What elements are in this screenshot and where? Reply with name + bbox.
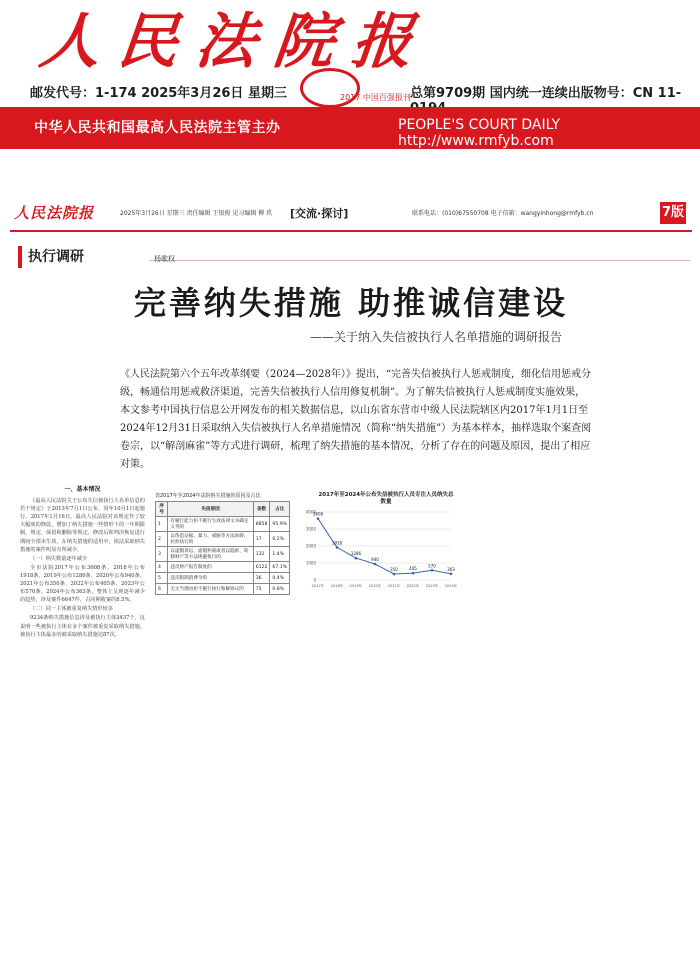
table-header-row xyxy=(156,502,290,517)
table-row xyxy=(156,517,290,532)
chart-x-tick-label: 2018年 xyxy=(330,584,344,588)
table-cell: 5 xyxy=(156,573,168,584)
table-cell: 6 xyxy=(156,584,168,595)
table-cell: 无正当理由拒不履行执行和解协议的 xyxy=(168,584,253,595)
issue-number: 总第9709期 国内统一连续出版物号：CN 11- xyxy=(410,86,682,101)
table-cell: 以虚假诉讼、虚假仲裁或者以隐匿、转移财产等方法规避执行的 xyxy=(168,547,253,562)
english-name: PEOPLE'S COURT DAILY http://www.rmfyb.com xyxy=(398,117,561,149)
table-header-cell: 条数 xyxy=(253,502,270,517)
table-cell: 17 xyxy=(253,532,270,547)
paragraph: （二）同一主体被重复纳失情形较多 xyxy=(30,606,114,613)
table-cell: 2 xyxy=(156,532,168,547)
chart-data-label: 350 xyxy=(390,567,398,573)
table-cell: 8858 xyxy=(253,517,270,532)
table-row xyxy=(156,562,290,573)
masthead-title: 人民法院报 xyxy=(36,7,434,77)
paragraph: 全市法院2017年公布3608条、2018年公布1918条、2019年公布1286条、2020年公布940条、2021年公布350条、2022年公布405条、2023年公布570条、2024年公布363条，整体上呈现逐年减少的趋势，涉及案件6647件，占同期收案的8.5%。 xyxy=(20,564,145,604)
chart-point xyxy=(374,563,377,566)
table-cell: 4 xyxy=(156,562,168,573)
chart-x-tick-label: 2024年 xyxy=(444,584,458,588)
author-name: 杨歌权 xyxy=(154,255,175,263)
chart-data-label: 3608 xyxy=(312,511,324,517)
table-row xyxy=(156,584,290,595)
table-cell: 75 xyxy=(253,584,270,595)
chart-x-tick-label: 2020年 xyxy=(368,584,382,588)
masthead xyxy=(0,0,700,105)
table-header-cell: 失信原因 xyxy=(168,502,253,517)
paragraph: 9234条纳失措施信息涉及被执行主体3437个，这说明一些被执行主体在多个案件被重复采取纳失措施，被执行主体最多的被采取纳失措施达87次。 xyxy=(20,615,145,638)
table-cell: 1 xyxy=(156,517,168,532)
chart-y-tick-label: 2000 xyxy=(305,543,316,549)
section-tag: 执行调研 xyxy=(18,246,90,268)
chart-title: 2017年至2024年公布失信被执行人员专注人员纳失总数量 xyxy=(318,492,454,505)
table-cell: 有履行能力拒不履行生效法律文书确定义务的 xyxy=(168,517,253,532)
section-rule xyxy=(150,260,690,261)
line-chart xyxy=(296,492,456,592)
table-row xyxy=(156,547,290,562)
paragraph: 《最高人民法院关于公布失信被执行人名单信息的若干规定》于2013年7月1日公布，同年10月1日起施行。2017年1月16日，最高人民法院对该规定作了较大幅度的修改，增加了纳失措施一些情形下的一年期限制，规定，保留和删除等规定，修改后和判决恢复进行期间全部未生效。在纳失措施的适用中，依法采取纳失措施的案件明显有所减少。 xyxy=(20,498,145,553)
column-name: [交流·探讨] xyxy=(290,207,349,220)
table-cell: 3 xyxy=(156,547,168,562)
chart-y-tick-label: 1000 xyxy=(305,560,316,566)
chart-data-label: 363 xyxy=(447,566,455,572)
chart-y-tick-label: 0 xyxy=(313,577,316,583)
table-row xyxy=(156,573,290,584)
chart-x-tick-label: 2021年 xyxy=(387,584,401,588)
table-title: 表2017年至2024年法院纳失措施的原因及占比 xyxy=(155,493,261,499)
page-meta: 2025年3月26日 星期三 责任编辑 王银俊 见习编辑 柳 玖 xyxy=(120,210,273,217)
page-logo: 人民法院报 xyxy=(14,204,95,222)
chart-svg xyxy=(296,492,456,592)
table-cell: 违反限制消费令的 xyxy=(168,573,253,584)
table-header-cell: 占比 xyxy=(270,502,290,517)
article-subheadline: ——关于纳入失信被执行人名单措施的调研报告 xyxy=(310,330,563,344)
article-lead: 《人民法院第六个五年改革纲要（2024—2028年）》提出，“完善失信被执行人惩戒制度，细化信用惩戒分级，畅通信用惩戒救济渠道，完善失信被执行人信用修复机制”。为了解失信被执行人惩戒制度实施效果，本文参考中国执行信息公开网发布的相关数据信息，以山东省东营市中级人民法院辖区内2017年1月1日至2024年12月31日采取纳入失信被执行人名单措施情况（简称“纳失措施”）为基本样本，抽样选取个案查阅卷宗，以“解剖麻雀”等方式进行调研，梳理了纳失措施的基本情况，分析了存在的问题及原因，提出了相应对策。 xyxy=(120,369,592,470)
chart-data-label: 940 xyxy=(371,557,379,563)
column-heading: 一、基本情况 xyxy=(64,486,101,493)
chart-point xyxy=(431,569,434,572)
article-headline: 完善纳失措施 助推诚信建设 xyxy=(133,284,569,322)
chart-x-tick-label: 2022年 xyxy=(406,584,420,588)
paragraph: （一）纳失数量逐年减少 xyxy=(30,555,88,562)
masthead-red-bar xyxy=(0,107,700,149)
chart-data-label: 405 xyxy=(409,566,417,572)
chart-point xyxy=(412,572,415,575)
chart-data-label: 1918 xyxy=(331,540,343,546)
table-cell: 以伪造证据、暴力、威胁等方法妨碍、抗拒执行的 xyxy=(168,532,253,547)
table-row xyxy=(156,532,290,547)
table-cell: 132 xyxy=(253,547,270,562)
table xyxy=(155,501,290,595)
table-cell: 36 xyxy=(253,573,270,584)
chart-point xyxy=(393,573,396,576)
table-cell: 违反财产报告制度的 xyxy=(168,562,253,573)
page-number-badge: 7版 xyxy=(660,202,686,224)
page-header xyxy=(10,196,692,232)
chart-data-label: 1286 xyxy=(350,551,362,557)
table-cell: 6122 xyxy=(253,562,270,573)
contact-info: 联系电话：(010)67550708 电子信箱：wangyinhong@rmfyb.cn xyxy=(412,210,594,217)
table-cell: 1.4% xyxy=(270,547,290,562)
chart-point xyxy=(450,573,453,576)
reasons-table xyxy=(155,492,290,595)
chart-point xyxy=(355,557,358,560)
chart-point xyxy=(317,517,320,520)
chart-x-tick-label: 2019年 xyxy=(349,584,363,588)
chart-x-tick-label: 2017年 xyxy=(311,584,325,588)
chart-point xyxy=(336,546,339,549)
table-header-cell: 序号 xyxy=(156,502,168,517)
chart-y-tick-label: 4000 xyxy=(305,509,316,515)
newspaper-page xyxy=(10,196,692,967)
table-cell: 0.4% xyxy=(270,573,290,584)
chart-x-tick-label: 2023年 xyxy=(425,584,439,588)
chart-data-label: 570 xyxy=(428,563,436,569)
anniversary-text: 2017 中国百强报刊 xyxy=(340,93,411,102)
body-column-1 xyxy=(20,481,145,951)
table-cell: 0.2% xyxy=(270,532,290,547)
table-cell: 95.9% xyxy=(270,517,290,532)
sponsor-line: 中华人民共和国最高人民法院主管主办 xyxy=(34,120,281,136)
table-cell: 67.1% xyxy=(270,562,290,573)
postal-code-date: 邮发代号：1-174 2025年3月26日 星期三 xyxy=(30,86,287,101)
table-cell: 0.8% xyxy=(270,584,290,595)
masthead-info-row xyxy=(0,78,700,106)
chart-y-tick-label: 3000 xyxy=(305,526,316,532)
